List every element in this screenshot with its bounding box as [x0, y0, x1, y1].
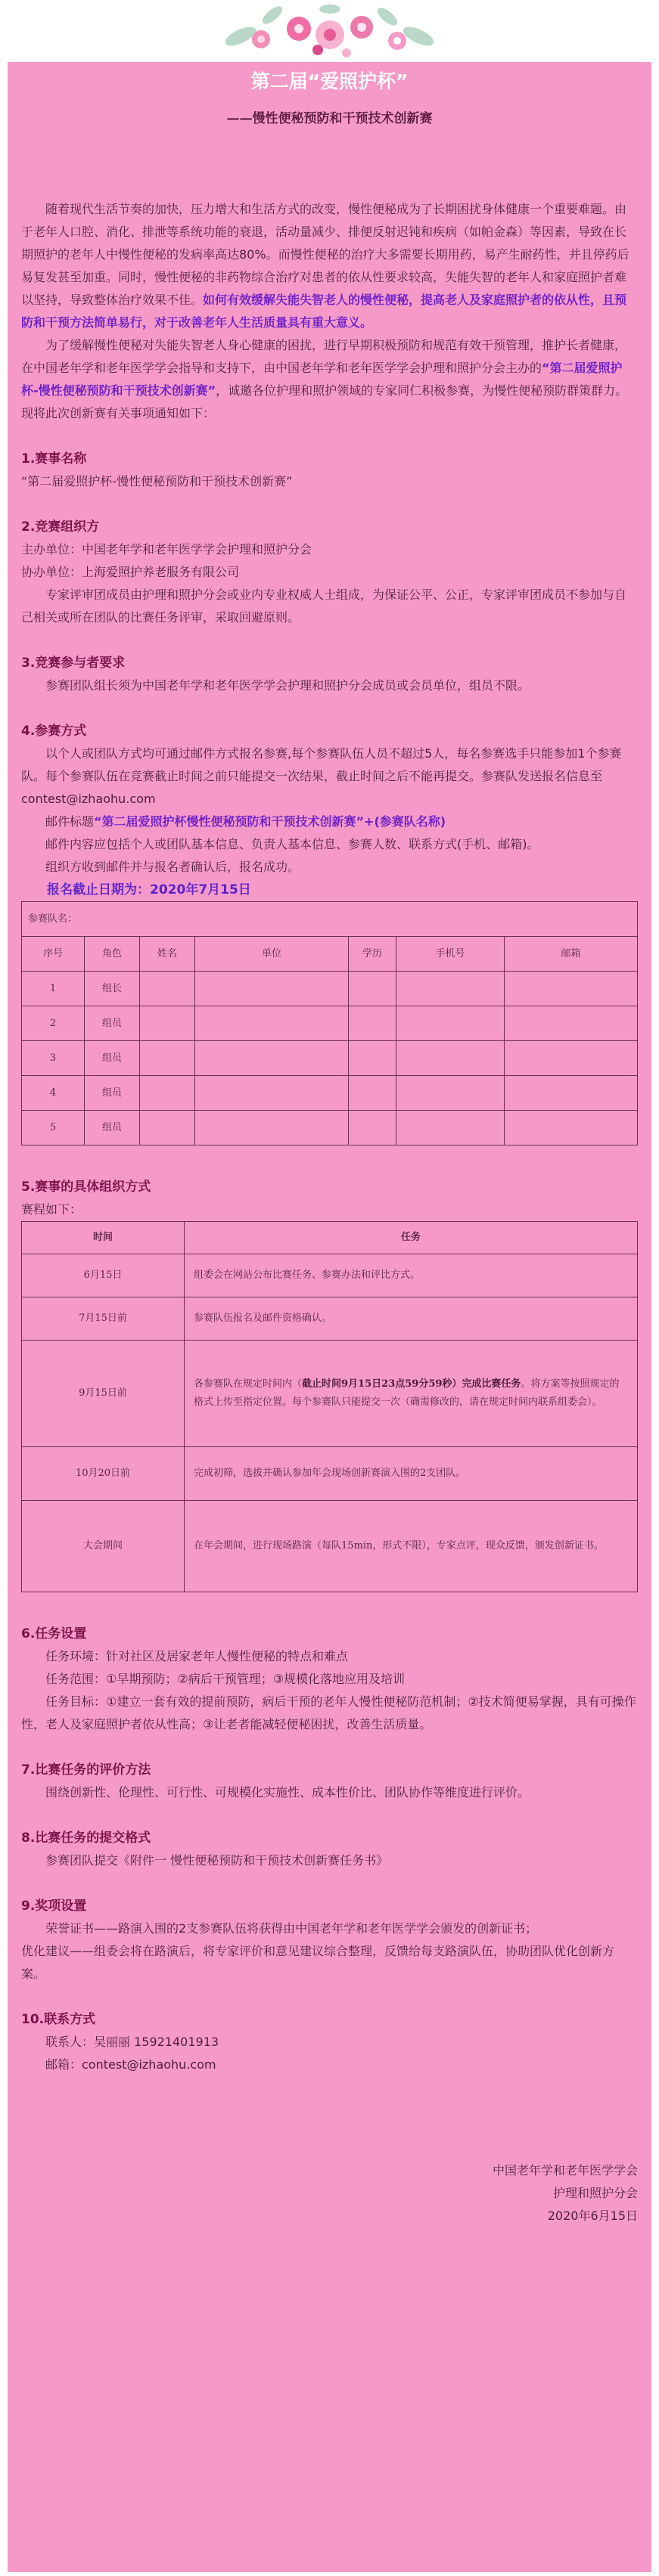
table-row: 大会期间 在年会期间，进行现场路演（每队15min，形式不限），专家点评，现众反馈，颁发创新证书。 — [22, 1501, 638, 1592]
schedule-table — [21, 1221, 638, 1592]
task-scope: 任务范围：①早期预防；②病后干预管理；③规模化落地应用及培训 — [45, 1672, 406, 1686]
table-row: 7月15日前 参赛队伍报名及邮件资格确认。 — [22, 1297, 638, 1341]
column-header: 任务 — [185, 1222, 638, 1254]
task-target: 任务目标：①建立一套有效的提前预防，病后干预的老年人慢性便秘防范机制；②技术简便易掌握，具有可操作性，老人及家庭照护者依从性高；③让老者能减轻便秘困扰，改善生活质量。 — [21, 1694, 636, 1731]
section-text: 参赛团队提交《附件一 慢性便秘预防和干预技术创新赛任务书》 — [45, 1853, 389, 1868]
table-row: 6月15日 组委会在网站公布比赛任务、参赛办法和评比方式。 — [22, 1254, 638, 1297]
deadline-text: 报名截止日期为：2020年7月15日 — [47, 882, 251, 897]
section-text: “第二届爱照护杯-慢性便秘预防和干预技术创新赛” — [21, 474, 293, 488]
section-text: 围绕创新性、伦理性、可行性、可规模化实施性、成本性价比、团队协作等维度进行评价。 — [45, 1785, 530, 1799]
column-header: 时间 — [22, 1222, 185, 1254]
signature-date: 2020年6月15日 — [547, 2209, 638, 2223]
section-heading: 1.赛事名称 — [21, 451, 87, 467]
table-header-row — [22, 937, 638, 972]
email-content-text: 邮件内容应包括个人或团队基本信息、负责人基本信息、参赛人数、联系方式(手机、邮箱)。 — [45, 837, 539, 851]
task-environment: 任务环境：针对社区及居家老年人慢性便秘的特点和难点 — [45, 1649, 349, 1663]
column-header: 角色 — [85, 937, 140, 972]
section-heading: 9.奖项设置 — [21, 1899, 87, 1914]
column-header: 单位 — [195, 937, 349, 972]
judges-text: 专家评审团成员由护理和照护分会或业内专业权威人士组成，为保证公平、公正，专家评审团成员不参加与自己相关或所在团队的比赛任务评审，采取回避原则。 — [21, 587, 627, 625]
announcement-panel — [8, 62, 651, 2572]
entry-method-text: 以个人或团队方式均可通过邮件方式报名参赛,每个参赛队伍人员不超过5人，每名参赛选手只能参加1个参赛队。每个参赛队伍在竞赛截止时间之前只能提交一次结果，截止时间之后不能再提交。参赛队发送报名信息至contest@izhaohu.com — [21, 746, 622, 806]
column-header: 邮箱 — [505, 937, 638, 972]
intro-paragraph-2: 为了缓解慢性便秘对失能失智老人身心健康的困扰，进行早期积极预防和规范有效干预管理，推护长者健康，在中国老年学和老年医学学会指导和支持下，由中国老年学和老年医学学会护理和照护分会主办的“第二届爱照护杯-慢性便秘预防和干预技术创新赛”，诚邀各位护理和照护领域的专家同仁积极参赛，为慢性便秘预防群策群力。现将此次创新赛有关事项通知如下： — [21, 338, 628, 420]
registration-table — [21, 901, 638, 1145]
schedule-label: 赛程如下： — [21, 1202, 82, 1217]
table-row: 3 组员 — [22, 1041, 638, 1076]
section-text: 参赛团队组长须为中国老年学和老年医学学会护理和照护分会成员或会员单位，组员不限。 — [45, 678, 530, 693]
confirm-text: 组织方收到邮件并与报名者确认后，报名成功。 — [45, 860, 300, 874]
contact-email: 邮箱：contest@izhaohu.com — [45, 2057, 216, 2072]
host-org: 主办单位：中国老年学和老年医学学会护理和照护分会 — [21, 542, 312, 556]
section-heading: 10.联系方式 — [21, 2012, 96, 2027]
section-heading: 3.竞赛参与者要求 — [21, 656, 126, 671]
contact-person: 联系人：吴丽丽 15921401913 — [45, 2035, 219, 2049]
table-row: 1 组长 — [22, 972, 638, 1006]
email-subject-highlight: “第二届爱照护杯慢性便秘预防和干预技术创新赛”+(参赛队名称) — [94, 814, 446, 829]
section-heading: 4.参赛方式 — [21, 724, 87, 739]
page-subtitle: ——慢性便秘预防和干预技术创新赛 — [226, 111, 433, 126]
email-subject: 邮件标题“第二届爱照护杯慢性便秘预防和干预技术创新赛”+(参赛队名称) — [45, 814, 446, 829]
intro-paragraph-1: 随着现代生活节奏的加快，压力增大和生活方式的改变，慢性便秘成为了长期困扰身体健康一个重要难题。由于老年人口腔、消化、排泄等系统功能的衰退，活动量减少、排便反射迟钝和疾病（如帕金森）等因素，导致在长期照护的老年人中慢性便秘的发病率高达80%。而慢性便秘的治疗大多需要长期用药，易产生耐药性，并且停药后易复发甚至加重。同时，慢性便秘的非药物综合治疗对患者的依从性要求较高，失能失智的老年人和家庭照护者难以坚持，导致整体治疗效果不佳。如何有效缓解失能失智老人的慢性便秘，提高老人及家庭照护者的依从性，且预防和干预方法简单易行，对于改善老年人生活质量具有重大意义。 — [21, 202, 629, 330]
table-row: 9月15日前 各参赛队在规定时间内（截止时间9月15日23点59分59秒）完成比赛任务。将方案等按照规定的格式上传至指定位置。每个参赛队只能提交一次（确需修改的，请在规定时间内联系组委会）。 — [22, 1341, 638, 1447]
floral-decoration — [0, 0, 659, 62]
intro-highlight: 如何有效缓解失能失智老人的慢性便秘，提高老人及家庭照护者的依从性，且预防和干预方法简单易行，对于改善老年人生活质量具有重大意义。 — [21, 293, 627, 330]
section-heading: 8.比赛任务的提交格式 — [21, 1830, 151, 1846]
team-name-cell: 参赛队名： — [22, 902, 638, 937]
column-header: 手机号 — [396, 937, 505, 972]
column-header: 学历 — [349, 937, 396, 972]
co-org: 协办单位：上海爱照护养老服务有限公司 — [21, 565, 240, 579]
announcement-body — [21, 168, 638, 2227]
table-row: 4 组员 — [22, 1076, 638, 1111]
column-header: 序号 — [22, 937, 85, 972]
signature-block — [21, 2159, 638, 2227]
table-row: 10月20日前 完成初筛，选拔并确认参加年会现场创新赛演入围的2支团队。 — [22, 1447, 638, 1501]
flower-icon — [252, 16, 406, 57]
optimization-advice: 优化建议——组委会将在路演后，将专家评价和意见建议综合整理，反馈给每支路演队伍，协助团队优化创新方案。 — [21, 1944, 615, 1981]
contest-name-highlight: “第二届爱照护杯-慢性便秘预防和干预技术创新赛” — [21, 361, 623, 398]
table-header-row — [22, 1222, 638, 1254]
table-row: 5 组员 — [22, 1111, 638, 1145]
column-header: 姓名 — [140, 937, 195, 972]
page-title: 第二届“爱照护杯” — [250, 70, 409, 92]
section-heading: 2.竞赛组织方 — [21, 519, 100, 535]
section-heading: 7.比赛任务的评价方法 — [21, 1762, 151, 1778]
section-heading: 6.任务设置 — [21, 1626, 87, 1641]
honor-award: 荣誉证书——路演入围的2支参赛队伍将获得由中国老年学和老年医学学会颁发的创新证书； — [45, 1921, 538, 1936]
signature-branch: 护理和照护分会 — [552, 2186, 638, 2200]
signature-org: 中国老年学和老年医学学会 — [492, 2163, 638, 2178]
section-heading: 5.赛事的具体组织方式 — [21, 1180, 151, 1195]
table-row: 2 组员 — [22, 1006, 638, 1041]
